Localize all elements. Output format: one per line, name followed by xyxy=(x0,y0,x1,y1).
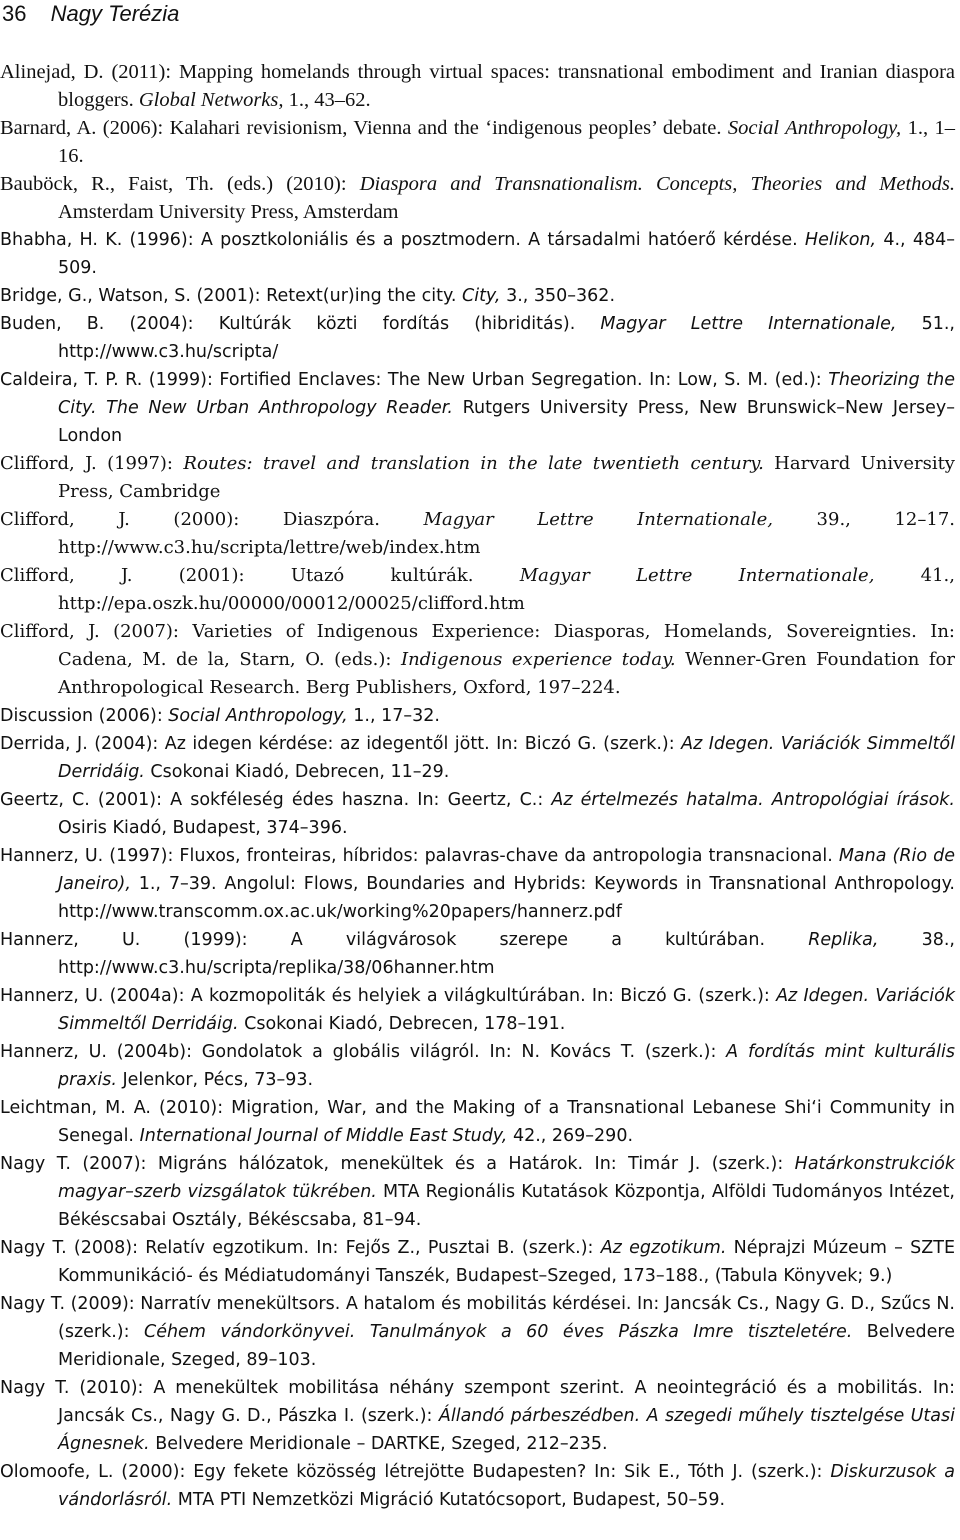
reference-text: Harvard University Press, Cambridge xyxy=(58,453,955,502)
reference-text: Hannerz, U. (2004a): A kozmopoliták és helyiek a világkultúrában. In: Biczó G. (szerk.): xyxy=(0,986,777,1006)
reference-entry xyxy=(0,562,955,618)
reference-title-italic: Magyar Lettre Internationale, xyxy=(423,509,773,530)
reference-text: 1., 43–62. xyxy=(283,89,371,111)
running-author: Nagy Terézia xyxy=(50,1,180,26)
reference-entry xyxy=(0,982,955,1038)
reference-text: 42., 269–290. xyxy=(507,1126,634,1146)
reference-title-italic: City, xyxy=(461,286,501,306)
reference-text: 1., 7–39. Angolul: Flows, Boundaries and Hybrids: Keywords in Transnational Anthropology. http://www.transcomm.ox.ac.uk/working%20papers/hannerz.pdf xyxy=(58,874,955,922)
reference-text: MTA Regionális Kutatások Központja, Alföldi Tudományos Intézet, Békéscsabai Osztály, Békéscsaba, 81–94. xyxy=(58,1182,955,1230)
reference-entry xyxy=(0,1150,955,1234)
reference-text: Nagy T. (2010): A menekültek mobilitása néhány szempont szerint. A neointegráció és a mobilitás. In: Jancsák Cs., Nagy G. D., Pászka I. (szerk.): xyxy=(0,1378,955,1426)
reference-text: Discussion (2006): xyxy=(0,706,169,726)
reference-text: Clifford, J. (1997): xyxy=(0,453,184,474)
reference-entry xyxy=(0,618,955,702)
reference-title-italic: Theorizing the City. The New Urban Anthropology Reader. xyxy=(58,370,956,418)
reference-title-italic: Határkonstrukciók magyar–szerb vizsgálatok tükrében. xyxy=(58,1154,955,1202)
reference-entry xyxy=(0,450,955,506)
reference-text: Clifford, J. (2000): Diaszpóra. xyxy=(0,509,424,530)
reference-text: Bridge, G., Watson, S. (2001): Retext(ur)ing the city. xyxy=(0,286,462,306)
reference-title-italic: Social Anthropology, xyxy=(727,117,902,139)
reference-text: Clifford, J. (2007): Varieties of Indigenous Experience: Diasporas, Homelands, Sovereignties. In: Cadena, M. de la, Starn, O. (eds.): xyxy=(0,621,955,670)
reference-title-italic: Social Anthropology, xyxy=(168,706,348,726)
reference-text: Caldeira, T. P. R. (1999): Fortified Enclaves: The New Urban Segregation. In: Low, S. M. (ed.): xyxy=(0,370,829,390)
reference-text: Jelenkor, Pécs, 73–93. xyxy=(116,1070,314,1090)
reference-text: Clifford, J. (2001): Utazó kultúrák. xyxy=(0,565,520,586)
reference-title-italic: Replika, xyxy=(808,930,879,950)
reference-entry xyxy=(0,366,955,450)
reference-title-italic: Az Idegen. Variációk Simmeltől Derridáig. xyxy=(58,734,955,782)
reference-title-italic: Céhem vándorkönyvei. Tanulmányok a 60 éves Pászka Imre tiszteletére. xyxy=(143,1322,853,1342)
reference-entry xyxy=(0,926,955,982)
reference-entry xyxy=(0,1458,955,1514)
reference-entry xyxy=(0,506,955,562)
reference-text: Amsterdam University Press, Amsterdam xyxy=(58,201,399,223)
reference-text: Nagy T. (2009): Narratív menekültsors. A hatalom és mobilitás kérdései. In: Jancsák Cs., Nagy G. D., Szűcs N. (szerk.): xyxy=(0,1294,955,1342)
reference-text: Hannerz, U. (1997): Fluxos, fronteiras, híbridos: palavras-chave da antropologia transnacional. xyxy=(0,846,839,866)
reference-text: 1., 17–32. xyxy=(347,706,440,726)
reference-text: 4., 484–509. xyxy=(58,230,955,278)
reference-title-italic: Indigenous experience today. xyxy=(400,649,676,670)
reference-text: 38., http://www.c3.hu/scripta/replika/38/06hanner.htm xyxy=(58,930,955,978)
reference-text: Nagy T. (2008): Relatív egzotikum. In: Fejős Z., Pusztai B. (szerk.): xyxy=(0,1238,601,1258)
reference-title-italic: Állandó párbeszédben. A szegedi műhely tisztelgése Utasi Ágnesnek. xyxy=(58,1406,955,1454)
reference-text: Derrida, J. (2004): Az idegen kérdése: az idegentől jött. In: Biczó G. (szerk.): xyxy=(0,734,682,754)
reference-entry xyxy=(0,1234,955,1290)
reference-text: Leichtman, M. A. (2010): Migration, War, and the Making of a Transnational Lebanese Shi‘i Community in Senegal. xyxy=(0,1098,955,1146)
reference-entry xyxy=(0,310,955,366)
reference-text: Néprajzi Múzeum – SZTE Kommunikáció- és Médiatudományi Tanszék, Budapest–Szeged, 173–188., (Tabula Könyvek; 9.) xyxy=(58,1238,956,1286)
reference-text: 39., 12–17. http://www.c3.hu/scripta/lettre/web/index.htm xyxy=(58,509,955,558)
reference-text: Hannerz, U. (2004b): Gondolatok a globális világról. In: N. Kovács T. (szerk.): xyxy=(0,1042,727,1062)
reference-title-italic: Az Idegen. Variációk Simmeltől Derridáig. xyxy=(58,986,955,1034)
reference-title-italic: Helikon, xyxy=(804,230,877,250)
reference-entry xyxy=(0,786,955,842)
reference-text: Csokonai Kiadó, Debrecen, 178–191. xyxy=(238,1014,566,1034)
reference-text: Belvedere Meridionale – DARTKE, Szeged, 212–235. xyxy=(149,1434,608,1454)
reference-text: Alinejad, D. (2011): Mapping homelands through virtual spaces: transnational embodiment and Iranian diaspora bloggers. xyxy=(0,61,955,111)
reference-entry xyxy=(0,1290,955,1374)
reference-title-italic: Diaspora and Transnationalism. Concepts, Theories and Methods. xyxy=(359,173,955,195)
reference-entry xyxy=(0,1374,955,1458)
reference-text: Belvedere Meridionale, Szeged, 89–103. xyxy=(58,1322,956,1370)
reference-text: 41., http://epa.oszk.hu/00000/00012/00025/clifford.htm xyxy=(58,565,955,614)
running-header xyxy=(2,0,179,28)
reference-title-italic: A fordítás mint kulturális praxis. xyxy=(58,1042,955,1090)
reference-text: Barnard, A. (2006): Kalahari revisionism, Vienna and the ‘indigenous peoples’ debate. xyxy=(0,117,728,139)
reference-entry xyxy=(0,842,955,926)
reference-text: 1., 1–16. xyxy=(58,117,956,167)
reference-entry xyxy=(0,226,955,282)
reference-text: Bauböck, R., Faist, Th. (eds.) (2010): xyxy=(0,173,360,195)
reference-text: Buden, B. (2004): Kultúrák közti fordítás (hibriditás). xyxy=(0,314,601,334)
reference-entry xyxy=(0,702,955,730)
reference-text: 51., http://www.c3.hu/scripta/ xyxy=(58,314,955,362)
reference-title-italic: Routes: travel and translation in the late twentieth century. xyxy=(183,453,764,474)
reference-list xyxy=(0,58,955,1514)
reference-text: MTA PTI Nemzetközi Migráció Kutatócsoport, Budapest, 50–59. xyxy=(172,1490,726,1510)
reference-text: Olomoofe, L. (2000): Egy fekete közösség létrejötte Budapesten? In: Sik E., Tóth J. (szerk.): xyxy=(0,1462,831,1482)
reference-text: Bhabha, H. K. (1996): A posztkoloniális és a posztmodern. A társadalmi hatóerő kérdése. xyxy=(0,230,805,250)
reference-entry xyxy=(0,58,955,114)
reference-title-italic: Az egzotikum. xyxy=(600,1238,727,1258)
reference-text: Geertz, C. (2001): A sokféleség édes haszna. In: Geertz, C.: xyxy=(0,790,552,810)
reference-text: Wenner-Gren Foundation for Anthropological Research. Berg Publishers, Oxford, 197–224. xyxy=(58,649,955,698)
page-number: 36 xyxy=(2,1,27,26)
reference-text: Nagy T. (2007): Migráns hálózatok, menekültek és a Határok. In: Timár J. (szerk.): xyxy=(0,1154,795,1174)
reference-title-italic: International Journal of Middle East Study, xyxy=(139,1126,508,1146)
reference-entry xyxy=(0,1038,955,1094)
reference-title-italic: Magyar Lettre Internationale, xyxy=(519,565,875,586)
reference-title-italic: Mana (Rio de Janeiro), xyxy=(58,846,955,894)
reference-text: Rutgers University Press, New Brunswick–New Jersey–London xyxy=(58,398,955,446)
reference-title-italic: Diskurzusok a vándorlásról. xyxy=(58,1462,955,1510)
reference-entry xyxy=(0,1094,955,1150)
reference-title-italic: Global Networks, xyxy=(138,89,284,111)
reference-entry xyxy=(0,114,955,170)
reference-title-italic: Az értelmezés hatalma. Antropológiai írások. xyxy=(551,790,955,810)
reference-text: Hannerz, U. (1999): A világvárosok szerepe a kultúrában. xyxy=(0,930,809,950)
reference-text: 3., 350–362. xyxy=(500,286,616,306)
reference-entry xyxy=(0,282,955,310)
reference-entry xyxy=(0,170,955,226)
reference-text: Osiris Kiadó, Budapest, 374–396. xyxy=(58,818,348,838)
reference-title-italic: Magyar Lettre Internationale, xyxy=(600,314,897,334)
reference-text: Csokonai Kiadó, Debrecen, 11–29. xyxy=(144,762,450,782)
reference-entry xyxy=(0,730,955,786)
